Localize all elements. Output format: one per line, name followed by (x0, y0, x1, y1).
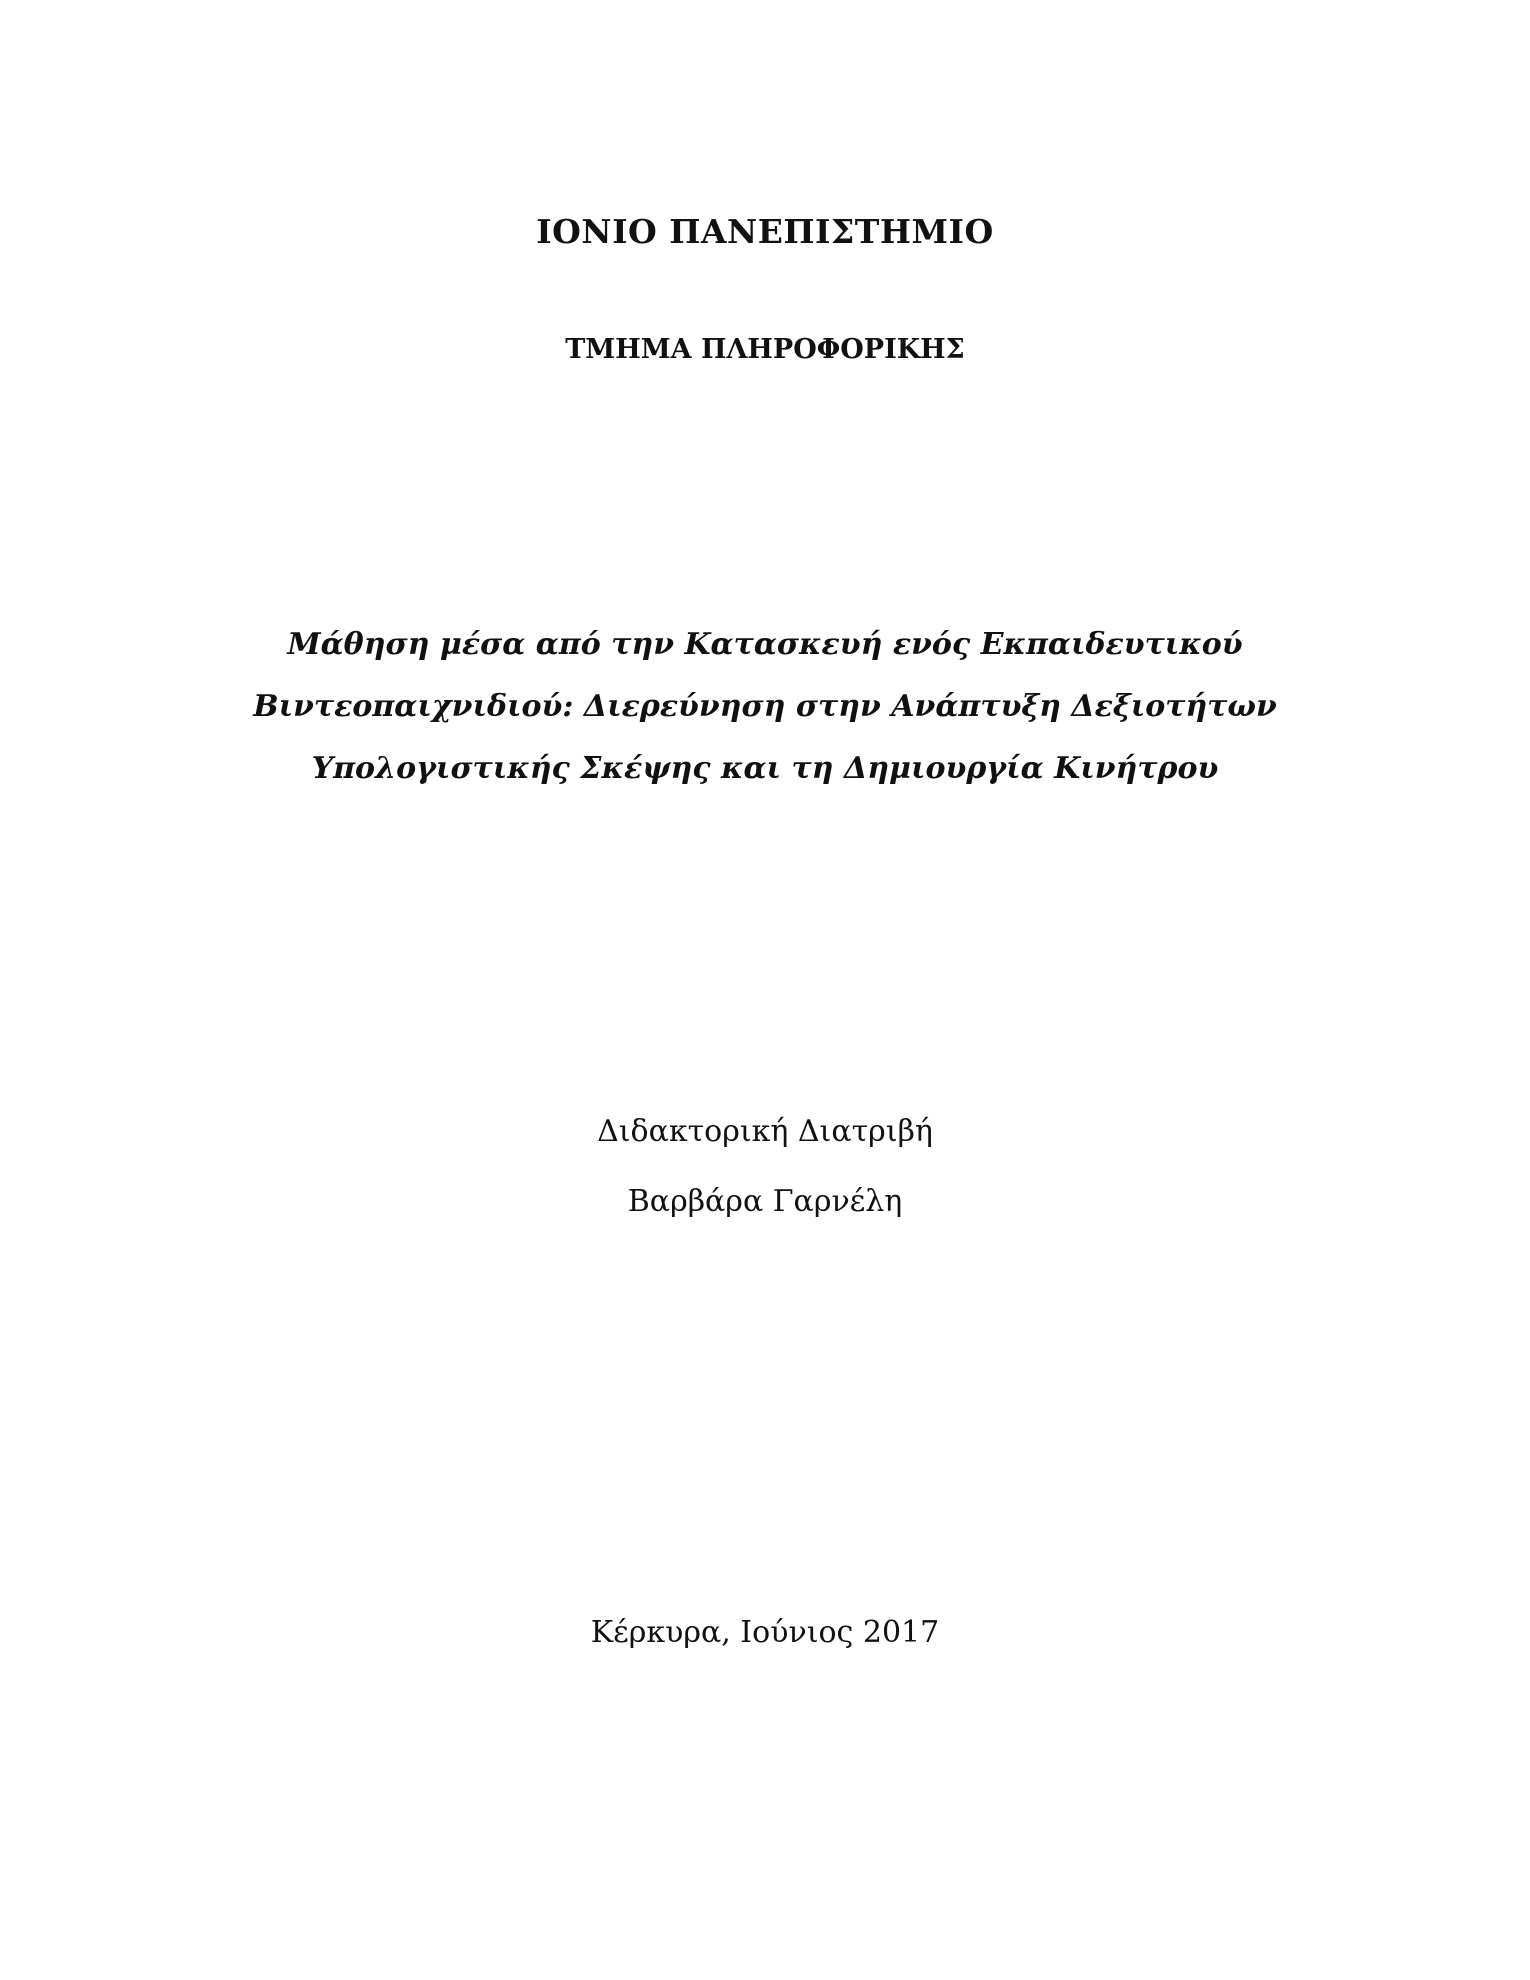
document-type: Διδακτορική Διατριβή (597, 1114, 933, 1149)
place-and-date: Κέρκυρα, Ιούνιος 2017 (590, 1615, 940, 1650)
department-name: ΤΜΗΜΑ ΠΛΗΡΟΦΟΡΙΚΗΣ (565, 334, 965, 365)
thesis-title-line-2: Βιντεοπαιχνιδιού: Διερεύνηση στην Ανάπτυξη Δεξιοτήτων (253, 689, 1277, 724)
university-name: ΙΟΝΙΟ ΠΑΝΕΠΙΣΤΗΜΙΟ (536, 212, 994, 251)
thesis-title-line-3: Υπολογιστικής Σκέψης και τη Δημιουργία Κινήτρου (311, 751, 1219, 786)
thesis-title-line-1: Μάθηση μέσα από την Κατασκευή ενός Εκπαιδευτικού (287, 627, 1243, 662)
author-name: Βαρβάρα Γαρνέλη (627, 1184, 903, 1219)
thesis-title (0, 614, 1530, 800)
